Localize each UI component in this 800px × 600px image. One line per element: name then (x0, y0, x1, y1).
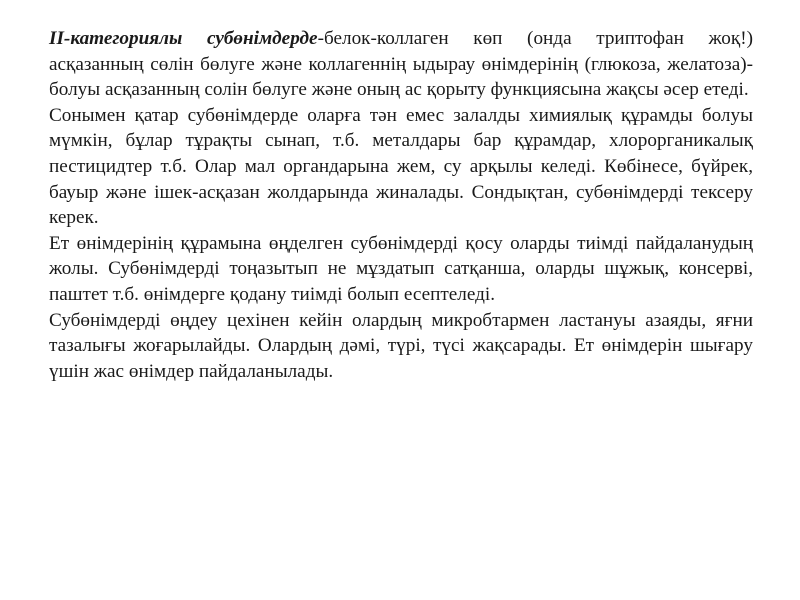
paragraph-4-text: Субөнімдерді өңдеу цехінен кейін олардың микробтармен ластануы азаяды, яғни тазалығы жоғарылайды. Олардың дәмі, түрі, түсі жақсарады. Ет өнімдерін шығару үшін жас өнімдер пайдаланылады. (49, 309, 753, 382)
paragraph-2 (49, 103, 753, 231)
paragraph-2-text: Сонымен қатар субөнімдерде оларға тән емес залалды химиялық құрамды болуы мүмкін, бұлар тұрақты сынап, т.б. металдары бар құрамдар, хлорорганикалық пестицидтер т.б. Олар мал органдарына жем, су арқылы келеді. Көбінесе, бүйрек, бауыр және ішек-асқазан жолдарында жиналады. Сондықтан, субөнімдерді тексеру керек. (49, 104, 753, 229)
paragraph-1 (49, 26, 753, 103)
paragraph-3 (49, 231, 753, 308)
paragraph-1-text: -белок-коллаген көп (онда триптофан жоқ!) асқазанның сөлін бөлуге және коллагеннің ыдырау өнімдерінің (глюкоза, желатоза)-болуы асқазанның солін бөлуге және оның ас қорыту функциясына жақсы әсер етеді. (49, 28, 753, 101)
text-block (49, 26, 753, 384)
paragraph-3-text: Ет өнімдерінің құрамына өңделген субөнімдерді қосу оларды тиімді пайдаланудың жолы. Субөнімдерді тоңазытып не мұздатып сатқанша, оларды шұжық, консервi, паштет т.б. өнімдерге қодану тиімді болып есептеледі. (49, 232, 753, 305)
paragraph-1-lead: ІІ-категориялы субөнімдерде (49, 28, 318, 49)
paragraph-4 (49, 308, 753, 385)
